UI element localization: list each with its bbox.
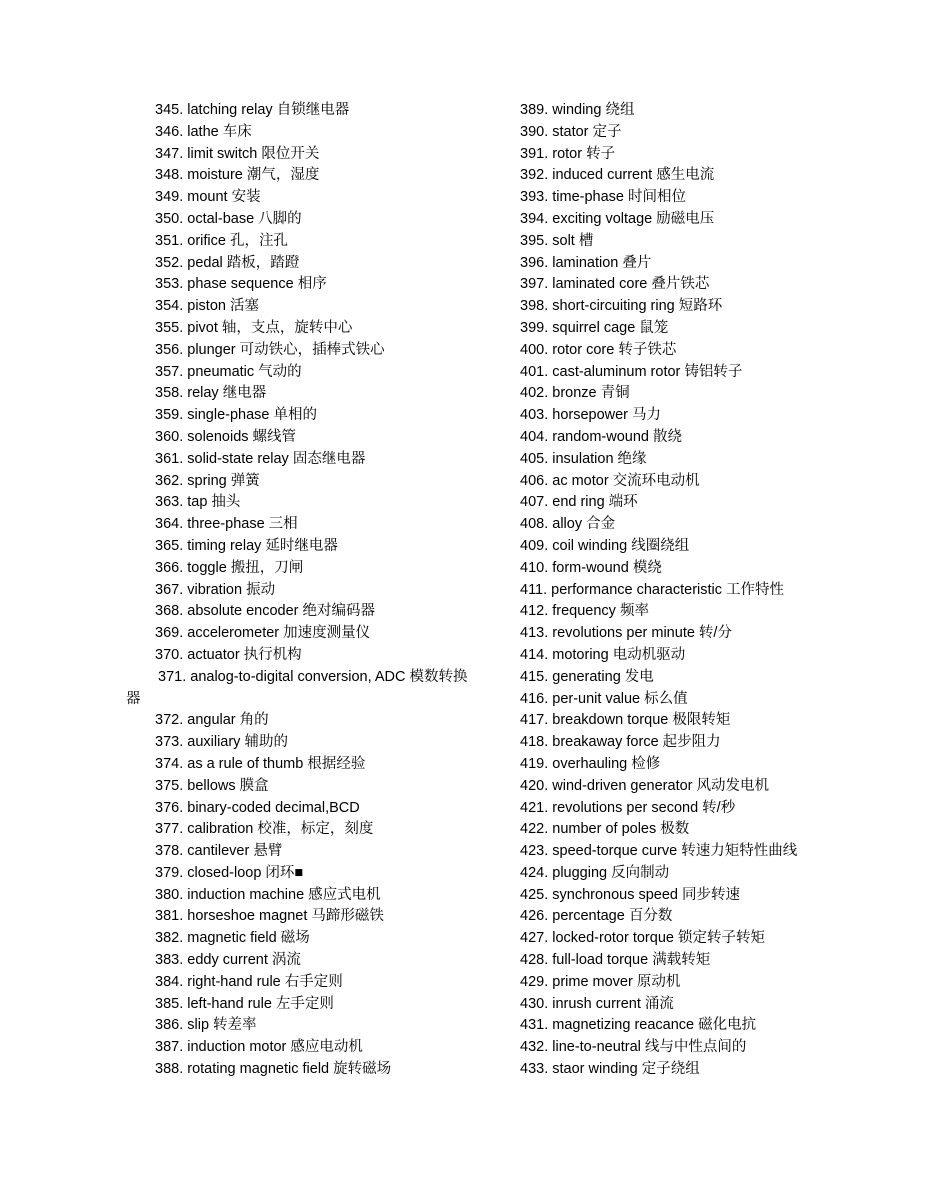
glossary-entry-wrapped: 371. analog-to-digital conversion, ADC 模数转换器 bbox=[126, 668, 468, 707]
glossary-entry: 354. piston 活塞 bbox=[155, 298, 259, 315]
glossary-left-column bbox=[126, 100, 471, 1081]
glossary-entry: 374. as a rule of thumb 根据经验 bbox=[155, 755, 366, 772]
glossary-entry: 378. cantilever 悬臂 bbox=[155, 843, 283, 860]
glossary-entry: 382. magnetic field 磁场 bbox=[155, 930, 310, 947]
glossary-entry: 399. squirrel cage 鼠笼 bbox=[520, 319, 669, 336]
glossary-entry: 392. induced current 感生电流 bbox=[520, 167, 715, 184]
glossary-entry: 414. motoring 电动机驱动 bbox=[520, 646, 686, 663]
glossary-entry: 377. calibration 校准，标定，刻度 bbox=[155, 821, 374, 838]
glossary-entry: 428. full-load torque 满载转矩 bbox=[520, 952, 711, 969]
glossary-entry: 372. angular 角的 bbox=[155, 712, 269, 729]
glossary-entry: 355. pivot 轴，支点，旋转中心 bbox=[155, 319, 353, 336]
glossary-entry: 422. number of poles 极数 bbox=[520, 821, 690, 838]
glossary-entry: 361. solid-state relay 固态继电器 bbox=[155, 450, 366, 467]
glossary-entry: 366. toggle 搬扭，刀闸 bbox=[155, 559, 304, 576]
glossary-entry: 365. timing relay 延时继电器 bbox=[155, 537, 338, 554]
glossary-entry: 400. rotor core 转子铁芯 bbox=[520, 341, 677, 358]
glossary-entry: 373. auxiliary 辅助的 bbox=[155, 734, 288, 751]
glossary-entry: 409. coil winding 线圈绕组 bbox=[520, 537, 690, 554]
glossary-entry: 413. revolutions per minute 转/分 bbox=[520, 625, 732, 642]
glossary-entry: 347. limit switch 限位开关 bbox=[155, 145, 320, 162]
glossary-entry: 417. breakdown torque 极限转矩 bbox=[520, 712, 731, 729]
glossary-entry: 408. alloy 合金 bbox=[520, 516, 616, 533]
glossary-entry: 358. relay 继电器 bbox=[155, 385, 267, 402]
glossary-entry: 431. magnetizing reacance 磁化电抗 bbox=[520, 1017, 757, 1034]
glossary-entry: 352. pedal 踏板，踏蹬 bbox=[155, 254, 300, 271]
glossary-entry: 393. time-phase 时间相位 bbox=[520, 189, 687, 206]
glossary-entry: 359. single-phase 单相的 bbox=[155, 407, 317, 424]
glossary-entry: 376. binary-coded decimal,BCD bbox=[155, 799, 360, 816]
glossary-entry: 349. mount 安装 bbox=[155, 189, 261, 206]
glossary-entry: 398. short-circuiting ring 短路环 bbox=[520, 298, 723, 315]
glossary-entry: 362. spring 弹簧 bbox=[155, 472, 260, 489]
glossary-entry: 403. horsepower 马力 bbox=[520, 407, 662, 424]
glossary-entry: 364. three-phase 三相 bbox=[155, 516, 298, 533]
glossary-entry: 396. lamination 叠片 bbox=[520, 254, 652, 271]
glossary-entry: 390. stator 定子 bbox=[520, 123, 622, 140]
glossary-entry: 426. percentage 百分数 bbox=[520, 908, 673, 925]
glossary-entry: 430. inrush current 涌流 bbox=[520, 995, 674, 1012]
glossary-entry: 404. random-wound 散绕 bbox=[520, 428, 682, 445]
glossary-entry: 427. locked-rotor torque 锁定转子转矩 bbox=[520, 930, 765, 947]
glossary-entry: 406. ac motor 交流环电动机 bbox=[520, 472, 700, 489]
glossary-entry: 385. left-hand rule 左手定则 bbox=[155, 995, 334, 1012]
glossary-entry: 360. solenoids 螺线管 bbox=[155, 428, 297, 445]
glossary-entry: 405. insulation 绝缘 bbox=[520, 450, 647, 467]
glossary-entry: 353. phase sequence 相序 bbox=[155, 276, 327, 293]
glossary-entry: 383. eddy current 涡流 bbox=[155, 952, 301, 969]
glossary-entry: 363. tap 抽头 bbox=[155, 494, 241, 511]
glossary-entry: 368. absolute encoder 绝对编码器 bbox=[155, 603, 376, 620]
glossary-entry: 420. wind-driven generator 风动发电机 bbox=[520, 777, 770, 794]
glossary-entry: 402. bronze 青铜 bbox=[520, 385, 630, 402]
glossary-entry: 380. induction machine 感应式电机 bbox=[155, 886, 381, 903]
glossary-entry: 391. rotor 转子 bbox=[520, 145, 616, 162]
glossary-entry: 386. slip 转差率 bbox=[155, 1017, 257, 1034]
glossary-entry: 384. right-hand rule 右手定则 bbox=[155, 973, 343, 990]
glossary-entry: 367. vibration 振动 bbox=[155, 581, 276, 598]
glossary-entry: 345. latching relay 自锁继电器 bbox=[155, 102, 350, 118]
glossary-entry: 387. induction motor 感应电动机 bbox=[155, 1039, 363, 1056]
glossary-entry: 348. moisture 潮气，湿度 bbox=[155, 167, 320, 184]
glossary-entry: 381. horseshoe magnet 马蹄形磁铁 bbox=[155, 908, 384, 925]
glossary-entry: 423. speed-torque curve 转速力矩特性曲线 bbox=[520, 843, 798, 860]
glossary-entry: 425. synchronous speed 同步转速 bbox=[520, 886, 741, 903]
glossary-entry: 424. plugging 反向制动 bbox=[520, 864, 670, 881]
glossary-entry: 388. rotating magnetic field 旋转磁场 bbox=[155, 1061, 392, 1078]
glossary-entry: 421. revolutions per second 转/秒 bbox=[520, 799, 736, 816]
glossary-entry: 357. pneumatic 气动的 bbox=[155, 363, 302, 380]
glossary-entry: 411. performance characteristic 工作特性 bbox=[520, 581, 785, 598]
glossary-entry: 350. octal-base 八脚的 bbox=[155, 210, 302, 227]
glossary-entry: 407. end ring 端环 bbox=[520, 494, 638, 511]
glossary-entry: 416. per-unit value 标么值 bbox=[520, 690, 688, 707]
glossary-entry: 346. lathe 车床 bbox=[155, 123, 252, 140]
glossary-entry: 433. staor winding 定子绕组 bbox=[520, 1061, 700, 1078]
glossary-entry: 389. winding 绕组 bbox=[520, 102, 635, 118]
glossary-entry: 394. exciting voltage 励磁电压 bbox=[520, 210, 715, 227]
glossary-entry: 395. solt 槽 bbox=[520, 232, 594, 249]
glossary-right-column bbox=[520, 100, 860, 1081]
glossary-entry: 401. cast-aluminum rotor 铸铝转子 bbox=[520, 363, 743, 380]
glossary-entry: 369. accelerometer 加速度测量仪 bbox=[155, 625, 371, 642]
glossary-entry: 379. closed-loop 闭环■ bbox=[155, 864, 304, 881]
glossary-entry: 418. breakaway force 起步阻力 bbox=[520, 734, 721, 751]
glossary-entry: 432. line-to-neutral 线与中性点间的 bbox=[520, 1039, 747, 1056]
glossary-entry: 370. actuator 执行机构 bbox=[155, 646, 302, 663]
glossary-entry: 419. overhauling 检修 bbox=[520, 755, 661, 772]
glossary-entry: 415. generating 发电 bbox=[520, 668, 654, 685]
glossary-entry: 356. plunger 可动铁心，插棒式铁心 bbox=[155, 341, 385, 358]
glossary-entry: 429. prime mover 原动机 bbox=[520, 973, 681, 990]
glossary-entry: 351. orifice 孔，注孔 bbox=[155, 232, 288, 249]
glossary-entry: 397. laminated core 叠片铁芯 bbox=[520, 276, 710, 293]
glossary-entry: 412. frequency 频率 bbox=[520, 603, 649, 620]
glossary-entry: 375. bellows 膜盒 bbox=[155, 777, 269, 794]
glossary-entry: 410. form-wound 模绕 bbox=[520, 559, 662, 576]
